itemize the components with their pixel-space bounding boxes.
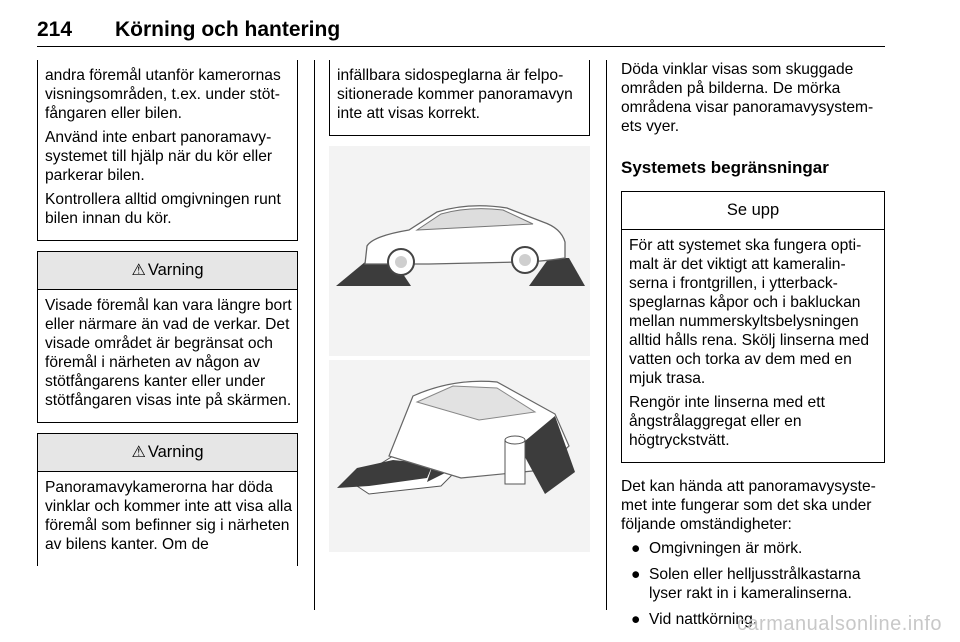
paragraph: Det kan hända att panoramavysystemet inte fungerar som det ska under följande omständigheter: bbox=[621, 478, 876, 533]
paragraph: infällbara sidospeglarna är felpositionerade kommer panoramavyn inte att visas korrekt. bbox=[337, 67, 573, 122]
warning-label: Varning bbox=[147, 443, 204, 461]
warning-text: Visade föremål kan vara längre bort eller närmare än vad de verkar. Det visade området är begränsat och föremål i närheten av någon av stötfångarens kanter eller under stötfångaren visas inte på skärmen. bbox=[45, 297, 292, 409]
warning-text: Panoramavykamerorna har döda vinklar och kommer inte att visa alla föremål som befinner sig i närheten av bilens kanter. Om de bbox=[45, 479, 292, 553]
list-item bbox=[621, 539, 885, 558]
car-top-view-illustration bbox=[329, 360, 590, 552]
warning-triangle-icon: ⚠ bbox=[131, 262, 146, 279]
pole-top bbox=[505, 436, 525, 444]
paragraph: andra föremål utanför kamerornas visningsområden, t.ex. under stötfångaren eller bilen. bbox=[45, 67, 281, 122]
bullet-icon: ● bbox=[631, 540, 641, 557]
watermark: carmanualsonline.info bbox=[736, 613, 942, 635]
warning-box bbox=[37, 251, 298, 423]
paragraph: Kontrollera alltid omgivningen runt bilen innan du kör. bbox=[45, 191, 281, 227]
pole-obstacle bbox=[505, 440, 525, 484]
list-item bbox=[621, 565, 885, 603]
page-number: 214 bbox=[37, 18, 73, 41]
front-hub bbox=[395, 256, 407, 268]
warning-header bbox=[38, 434, 297, 472]
caution-box bbox=[621, 191, 885, 463]
caution-header: Se upp bbox=[622, 192, 884, 230]
caution-text: För att systemet ska fungera optimalt är det viktigt att kameralinserna i frontgrillen, i ytterbackspeglarnas kåpor och i bakluckan mellan nummerskyltsbelysningen alltid hålls rena. Skölj linserna med vatten och torka av dem med en mjuk trasa. bbox=[629, 237, 870, 387]
warning-box bbox=[37, 433, 298, 566]
section-title: Systemets begränsningar bbox=[621, 158, 829, 177]
warning-label: Varning bbox=[147, 261, 204, 279]
bullet-icon: ● bbox=[631, 611, 641, 628]
list-item-text: Vid nattkörning. bbox=[649, 611, 758, 628]
intro-paragraph: Döda vinklar visas som skuggade områden på bilderna. De mörka områdena visar panoramavysystemets vyer. bbox=[621, 61, 874, 135]
car-side-view-illustration bbox=[329, 146, 590, 356]
column-left bbox=[37, 60, 298, 566]
warning-triangle-icon: ⚠ bbox=[131, 444, 146, 461]
column-right bbox=[621, 60, 885, 636]
column-divider bbox=[606, 60, 607, 610]
list-item-text: Solen eller helljusstrålkastarna lyser rakt in i kameralinserna. bbox=[649, 566, 861, 602]
page-header bbox=[37, 8, 885, 47]
column-middle bbox=[329, 60, 590, 552]
warning-box-continued bbox=[37, 60, 298, 241]
caution-text: Rengör inte linserna med ett ångstrålaggregat eller en högtryckstvätt. bbox=[629, 394, 825, 449]
bullet-icon: ● bbox=[631, 566, 641, 583]
warning-box-continued bbox=[329, 60, 590, 136]
paragraph: Använd inte enbart panoramavysystemet till hjälp när du kör eller parkerar bilen. bbox=[45, 129, 273, 184]
warning-header bbox=[38, 252, 297, 290]
rear-hub bbox=[519, 254, 531, 266]
chapter-title: Körning och hantering bbox=[115, 18, 341, 41]
column-divider bbox=[314, 60, 315, 610]
list-item-text: Omgivningen är mörk. bbox=[649, 540, 803, 557]
